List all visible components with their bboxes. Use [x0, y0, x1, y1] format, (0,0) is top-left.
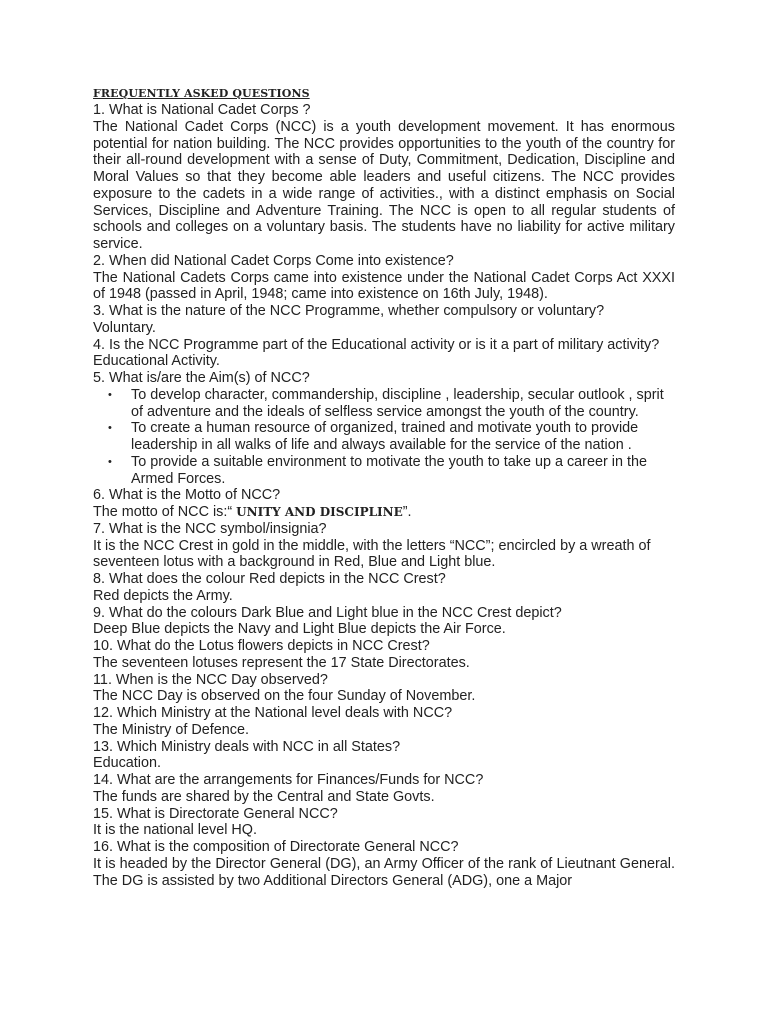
motto-suffix: ”.	[402, 504, 412, 520]
aims-list	[93, 387, 675, 488]
answer-3: Voluntary.	[93, 319, 156, 336]
answer-8: Red depicts the Army.	[93, 587, 233, 604]
question-8: 8. What does the colour Red depicts in the NCC Crest?	[93, 571, 446, 587]
answer-1: The National Cadet Corps (NCC) is a youth development movement. It has enormous potential for nation building. The NCC provides opportunities to the youth of the country for their all-round development with a sense of Duty, Commitment, Dedication, Discipline and Moral Values so that they become able leaders and useful citizens. The NCC provides exposure to the cadets in a wide range of activities., with a distinct emphasis on Social Services, Discipline and Adventure Training. The NCC is open to all regular students of schools and colleges on a voluntary basis. The students have no liability for active military service.	[93, 118, 675, 252]
question-6: 6. What is the Motto of NCC?	[93, 487, 281, 504]
faq-document	[93, 86, 675, 889]
question-9: 9. What do the colours Dark Blue and Light blue in the NCC Crest depict?	[93, 604, 562, 621]
motto-prefix: The motto of NCC is:“	[93, 504, 237, 520]
question-14: 14. What are the arrangements for Finances/Funds for NCC?	[93, 772, 484, 788]
answer-10: The seventeen lotuses represent the 17 State Directorates.	[93, 654, 470, 671]
answer-13: Education.	[93, 755, 162, 772]
answer-6	[93, 504, 675, 521]
aim-item: • To create a human resource of organized, trained and motivate youth to provide leadership in all walks of life and always available for the service of the nation .	[131, 420, 675, 454]
answer-4: Educational Activity.	[93, 353, 220, 370]
question-2: 2. When did National Cadet Corps Come into existence?	[93, 252, 454, 269]
faq-heading: FREQUENTLY ASKED QUESTIONS	[93, 87, 310, 100]
question-4: 4. Is the NCC Programme part of the Educational activity or is it a part of military activity?	[93, 336, 660, 353]
question-5: 5. What is/are the Aim(s) of NCC?	[93, 370, 310, 386]
answer-14: The funds are shared by the Central and State Govts.	[93, 788, 435, 805]
question-3: 3. What is the nature of the NCC Programme, whether compulsory or voluntary?	[93, 303, 605, 319]
question-7: 7. What is the NCC symbol/insignia?	[93, 520, 327, 537]
aim-item: • To develop character, commandership, discipline , leadership, secular outlook , sprit of adventure and the ideals of selfless service amongst the youth of the country.	[131, 387, 675, 421]
question-11: 11. When is the NCC Day observed?	[93, 671, 328, 688]
question-1: 1. What is National Cadet Corps ?	[93, 102, 311, 118]
answer-7: It is the NCC Crest in gold in the middle, with the letters “NCC”; encircled by a wreath of seventeen lotus with a background in Red, Blue and Light blue.	[93, 537, 651, 571]
answer-9: Deep Blue depicts the Navy and Light Blue depicts the Air Force.	[93, 621, 506, 638]
answer-11: The NCC Day is observed on the four Sunday of November.	[93, 688, 476, 705]
motto-value: UNITY AND DISCIPLINE	[236, 505, 403, 519]
question-12: 12. Which Ministry at the National level deals with NCC?	[93, 705, 453, 721]
question-15: 15. What is Directorate General NCC?	[93, 805, 338, 822]
question-16: 16. What is the composition of Directorate General NCC?	[93, 839, 459, 855]
answer-16: It is headed by the Director General (DG), an Army Officer of the rank of Lieutnant General. The DG is assisted by two Additional Directors General (ADG), one a Major	[93, 855, 675, 889]
aim-item: • To provide a suitable environment to motivate the youth to take up a career in the Armed Forces.	[131, 454, 675, 488]
question-10: 10. What do the Lotus flowers depicts in NCC Crest?	[93, 638, 430, 654]
question-13: 13. Which Ministry deals with NCC in all States?	[93, 738, 401, 755]
answer-12: The Ministry of Defence.	[93, 721, 249, 738]
answer-2: The National Cadets Corps came into existence under the National Cadet Corps Act XXXI of 1948 (passed in April, 1948; came into existence on 16th July, 1948).	[93, 269, 675, 303]
answer-15: It is the national level HQ.	[93, 822, 257, 839]
